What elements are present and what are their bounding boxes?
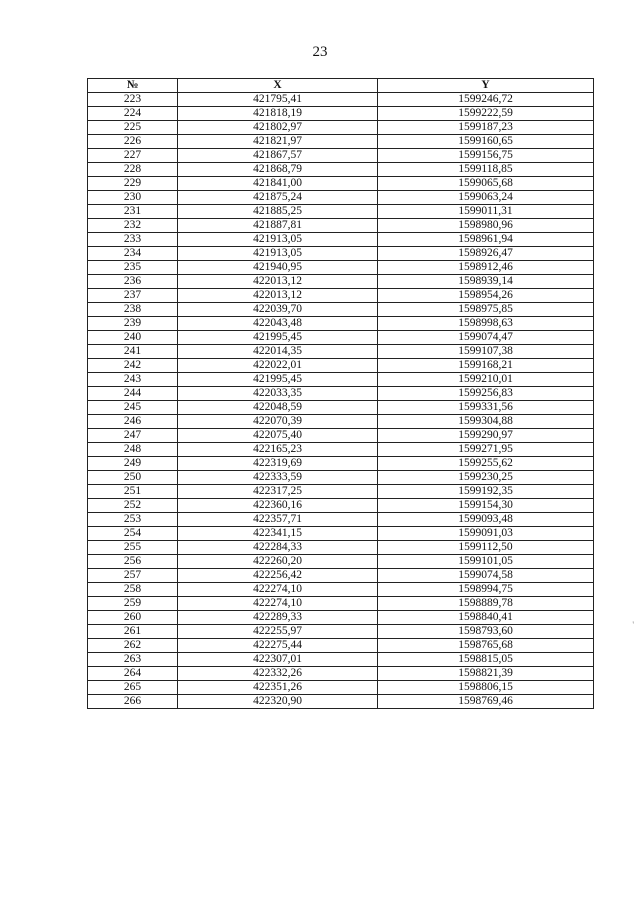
cell-number: 259 — [88, 597, 178, 611]
cell-x: 422319,69 — [178, 457, 378, 471]
cell-y: 1599222,59 — [378, 107, 594, 121]
cell-x: 421940,95 — [178, 261, 378, 275]
cell-y: 1599156,75 — [378, 149, 594, 163]
coordinates-table — [87, 78, 594, 709]
cell-x: 422039,70 — [178, 303, 378, 317]
table-row — [88, 317, 594, 331]
table-row — [88, 695, 594, 709]
cell-y: 1599271,95 — [378, 443, 594, 457]
table-row — [88, 219, 594, 233]
cell-y: 1599101,05 — [378, 555, 594, 569]
table-row — [88, 541, 594, 555]
table-row — [88, 191, 594, 205]
table-row — [88, 667, 594, 681]
table-row — [88, 681, 594, 695]
cell-y: 1598765,68 — [378, 639, 594, 653]
cell-y: 1598912,46 — [378, 261, 594, 275]
cell-x: 422274,10 — [178, 597, 378, 611]
cell-y: 1598840,41 — [378, 611, 594, 625]
table-row — [88, 569, 594, 583]
cell-number: 264 — [88, 667, 178, 681]
table-row — [88, 261, 594, 275]
cell-y: 1598980,96 — [378, 219, 594, 233]
cell-number: 232 — [88, 219, 178, 233]
cell-x: 422043,48 — [178, 317, 378, 331]
table-row — [88, 597, 594, 611]
cell-x: 422357,71 — [178, 513, 378, 527]
table-row — [88, 499, 594, 513]
cell-y: 1599065,68 — [378, 177, 594, 191]
table-row — [88, 275, 594, 289]
table-row — [88, 121, 594, 135]
table-row — [88, 625, 594, 639]
table-row — [88, 527, 594, 541]
header-x: X — [178, 79, 378, 93]
cell-y: 1598954,26 — [378, 289, 594, 303]
cell-number: 239 — [88, 317, 178, 331]
cell-y: 1598815,05 — [378, 653, 594, 667]
cell-y: 1599255,62 — [378, 457, 594, 471]
cell-x: 422260,20 — [178, 555, 378, 569]
table-row — [88, 373, 594, 387]
cell-number: 260 — [88, 611, 178, 625]
cell-number: 237 — [88, 289, 178, 303]
cell-x: 421913,05 — [178, 247, 378, 261]
cell-y: 1599160,65 — [378, 135, 594, 149]
cell-x: 421887,81 — [178, 219, 378, 233]
cell-x: 422274,10 — [178, 583, 378, 597]
cell-x: 422256,42 — [178, 569, 378, 583]
cell-y: 1599230,25 — [378, 471, 594, 485]
cell-x: 422341,15 — [178, 527, 378, 541]
cell-x: 421875,24 — [178, 191, 378, 205]
cell-y: 1598793,60 — [378, 625, 594, 639]
cell-number: 258 — [88, 583, 178, 597]
cell-y: 1598975,85 — [378, 303, 594, 317]
cell-number: 238 — [88, 303, 178, 317]
cell-x: 422013,12 — [178, 275, 378, 289]
cell-number: 242 — [88, 359, 178, 373]
cell-x: 422255,97 — [178, 625, 378, 639]
cell-number: 255 — [88, 541, 178, 555]
cell-x: 422360,16 — [178, 499, 378, 513]
cell-y: 1599011,31 — [378, 205, 594, 219]
cell-number: 243 — [88, 373, 178, 387]
table-row — [88, 513, 594, 527]
cell-number: 226 — [88, 135, 178, 149]
cell-x: 421818,19 — [178, 107, 378, 121]
cell-y: 1598769,46 — [378, 695, 594, 709]
cell-x: 422275,44 — [178, 639, 378, 653]
cell-x: 421885,25 — [178, 205, 378, 219]
cell-x: 422048,59 — [178, 401, 378, 415]
cell-number: 241 — [88, 345, 178, 359]
header-number: № — [88, 79, 178, 93]
cell-number: 250 — [88, 471, 178, 485]
cell-number: 236 — [88, 275, 178, 289]
cell-x: 421802,97 — [178, 121, 378, 135]
cell-number: 256 — [88, 555, 178, 569]
cell-x: 422289,33 — [178, 611, 378, 625]
table-row — [88, 471, 594, 485]
cell-number: 231 — [88, 205, 178, 219]
table-row — [88, 149, 594, 163]
cell-y: 1598821,39 — [378, 667, 594, 681]
table-row — [88, 653, 594, 667]
cell-y: 1598889,78 — [378, 597, 594, 611]
cell-y: 1599290,97 — [378, 429, 594, 443]
cell-number: 227 — [88, 149, 178, 163]
cell-number: 244 — [88, 387, 178, 401]
cell-number: 233 — [88, 233, 178, 247]
table-body — [88, 93, 594, 709]
table-row — [88, 163, 594, 177]
page-number: 23 — [312, 44, 328, 60]
cell-y: 1599074,47 — [378, 331, 594, 345]
cell-number: 234 — [88, 247, 178, 261]
cell-number: 235 — [88, 261, 178, 275]
table-row — [88, 359, 594, 373]
cell-y: 1599074,58 — [378, 569, 594, 583]
table-row — [88, 135, 594, 149]
cell-y: 1599107,38 — [378, 345, 594, 359]
cell-number: 252 — [88, 499, 178, 513]
cell-number: 247 — [88, 429, 178, 443]
cell-y: 1599256,83 — [378, 387, 594, 401]
table-row — [88, 639, 594, 653]
cell-y: 1599063,24 — [378, 191, 594, 205]
table-row — [88, 555, 594, 569]
cell-x: 422033,35 — [178, 387, 378, 401]
table-row — [88, 107, 594, 121]
cell-x: 422075,40 — [178, 429, 378, 443]
cell-x: 421821,97 — [178, 135, 378, 149]
table-row — [88, 233, 594, 247]
cell-y: 1599091,03 — [378, 527, 594, 541]
cell-x: 422070,39 — [178, 415, 378, 429]
cell-x: 422351,26 — [178, 681, 378, 695]
table-row — [88, 611, 594, 625]
cell-x: 421795,41 — [178, 93, 378, 107]
cell-x: 421867,57 — [178, 149, 378, 163]
table-row — [88, 387, 594, 401]
cell-y: 1599304,88 — [378, 415, 594, 429]
cell-x: 422165,23 — [178, 443, 378, 457]
cell-y: 1599187,23 — [378, 121, 594, 135]
cell-y: 1599112,50 — [378, 541, 594, 555]
cell-number: 261 — [88, 625, 178, 639]
cell-number: 251 — [88, 485, 178, 499]
table-row — [88, 401, 594, 415]
cell-number: 253 — [88, 513, 178, 527]
cell-y: 1598961,94 — [378, 233, 594, 247]
cell-x: 421995,45 — [178, 373, 378, 387]
cell-number: 254 — [88, 527, 178, 541]
table-row — [88, 443, 594, 457]
table-row — [88, 177, 594, 191]
table-row — [88, 93, 594, 107]
cell-x: 422332,26 — [178, 667, 378, 681]
table-row — [88, 289, 594, 303]
cell-y: 1599192,35 — [378, 485, 594, 499]
cell-y: 1598994,75 — [378, 583, 594, 597]
edge-mark: ' — [632, 620, 634, 630]
table-header — [88, 79, 594, 93]
table-row — [88, 583, 594, 597]
cell-y: 1599246,72 — [378, 93, 594, 107]
header-y: Y — [378, 79, 594, 93]
table-row — [88, 303, 594, 317]
cell-number: 240 — [88, 331, 178, 345]
cell-number: 265 — [88, 681, 178, 695]
cell-x: 422320,90 — [178, 695, 378, 709]
cell-number: 245 — [88, 401, 178, 415]
cell-x: 422317,25 — [178, 485, 378, 499]
cell-x: 422014,35 — [178, 345, 378, 359]
table-row — [88, 331, 594, 345]
cell-number: 228 — [88, 163, 178, 177]
table-row — [88, 247, 594, 261]
cell-number: 266 — [88, 695, 178, 709]
table-row — [88, 205, 594, 219]
table-row — [88, 345, 594, 359]
cell-number: 229 — [88, 177, 178, 191]
cell-number: 263 — [88, 653, 178, 667]
cell-x: 421841,00 — [178, 177, 378, 191]
table-row — [88, 457, 594, 471]
cell-y: 1599154,30 — [378, 499, 594, 513]
cell-x: 421995,45 — [178, 331, 378, 345]
cell-y: 1599210,01 — [378, 373, 594, 387]
header-row — [88, 79, 594, 93]
cell-number: 224 — [88, 107, 178, 121]
cell-y: 1598939,14 — [378, 275, 594, 289]
table-row — [88, 429, 594, 443]
cell-number: 248 — [88, 443, 178, 457]
cell-number: 223 — [88, 93, 178, 107]
cell-number: 249 — [88, 457, 178, 471]
cell-y: 1598998,63 — [378, 317, 594, 331]
cell-x: 421913,05 — [178, 233, 378, 247]
cell-x: 422013,12 — [178, 289, 378, 303]
cell-number: 225 — [88, 121, 178, 135]
table-row — [88, 485, 594, 499]
cell-y: 1599331,56 — [378, 401, 594, 415]
cell-y: 1599093,48 — [378, 513, 594, 527]
cell-x: 422022,01 — [178, 359, 378, 373]
cell-y: 1598926,47 — [378, 247, 594, 261]
cell-y: 1598806,15 — [378, 681, 594, 695]
cell-x: 421868,79 — [178, 163, 378, 177]
cell-number: 246 — [88, 415, 178, 429]
cell-number: 257 — [88, 569, 178, 583]
cell-x: 422307,01 — [178, 653, 378, 667]
cell-y: 1599168,21 — [378, 359, 594, 373]
cell-y: 1599118,85 — [378, 163, 594, 177]
cell-x: 422284,33 — [178, 541, 378, 555]
cell-number: 262 — [88, 639, 178, 653]
table-row — [88, 415, 594, 429]
cell-number: 230 — [88, 191, 178, 205]
cell-x: 422333,59 — [178, 471, 378, 485]
